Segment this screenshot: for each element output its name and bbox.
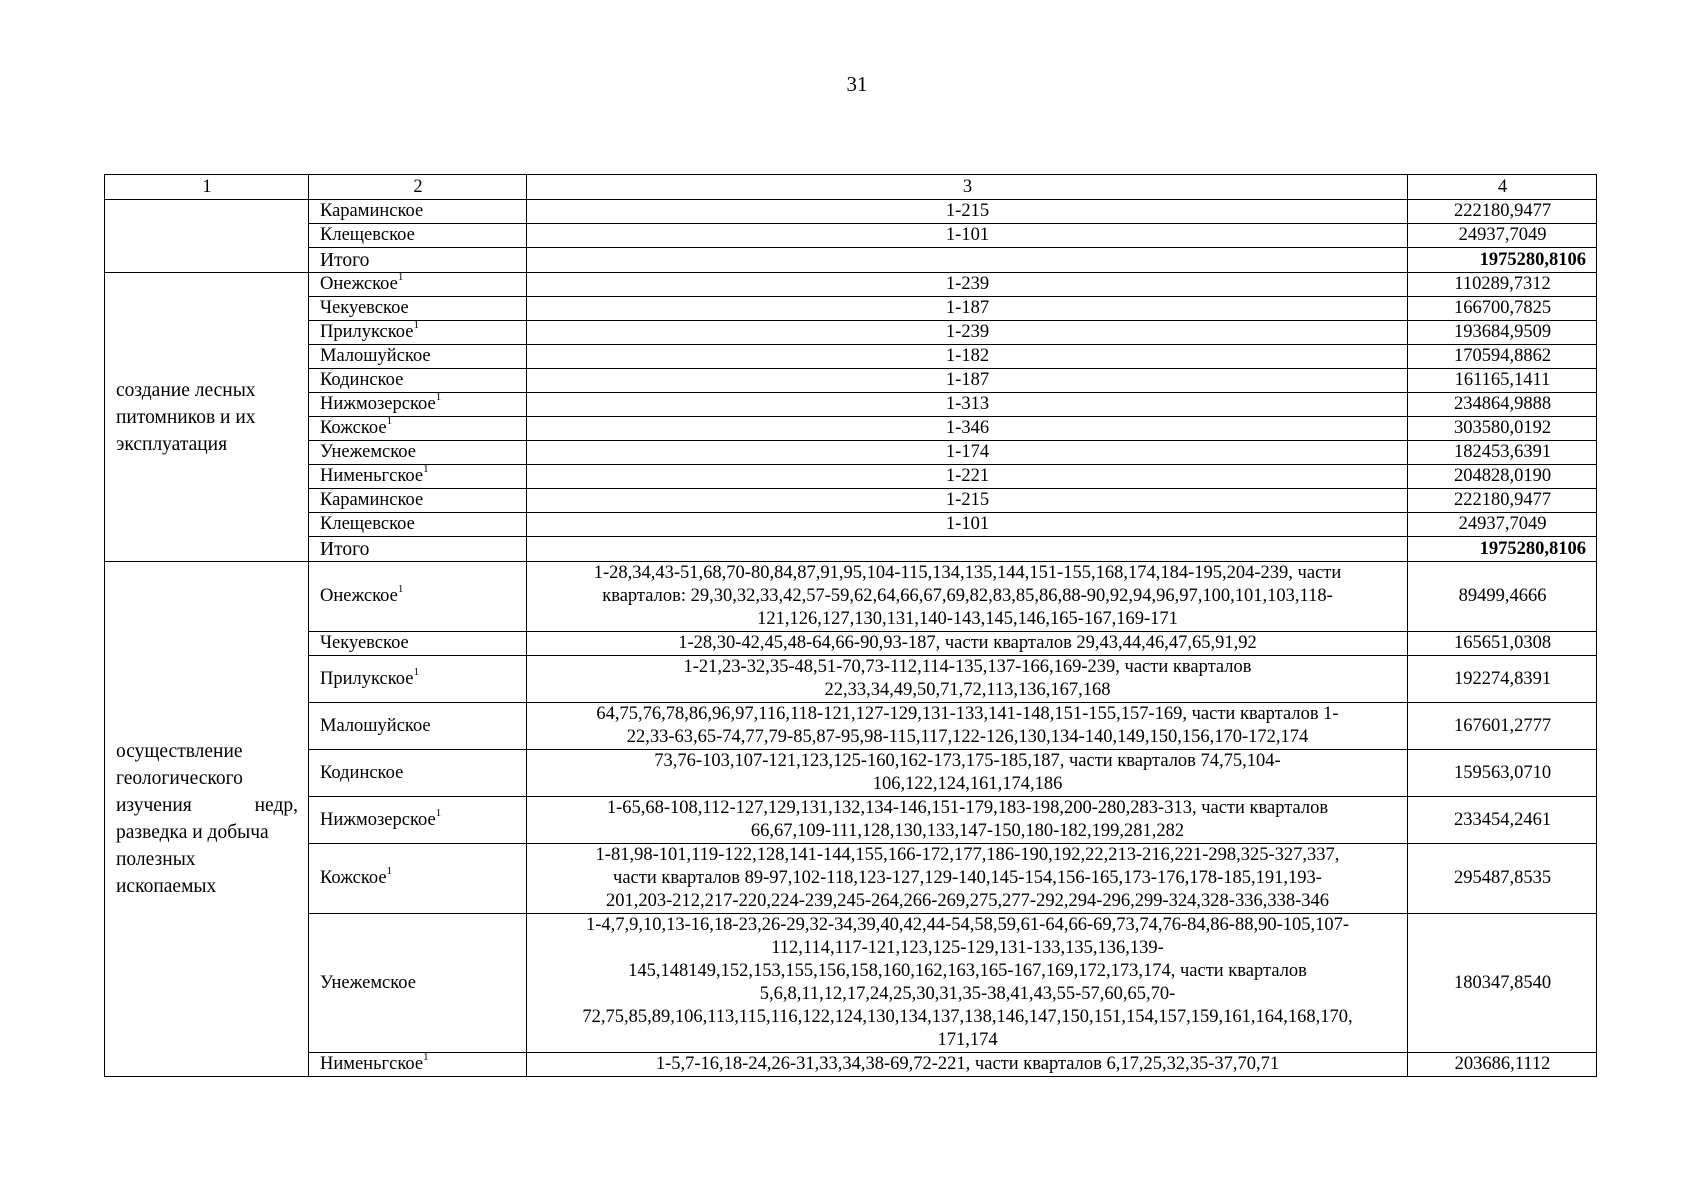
area-cell: 24937,7049: [1408, 224, 1597, 248]
area-cell: 159563,0710: [1408, 750, 1597, 797]
forestry-name-cell: [309, 200, 527, 224]
forestry-name-cell: [309, 489, 527, 513]
quarters-line: 1-4,7,9,10,13-16,18-23,26-29,32-34,39,40,42,44-54,58,59,61-64,66-69,73,74,76-84,86-88,90-105,107-: [585, 915, 1350, 935]
forestry-name-cell: [309, 1053, 527, 1077]
forestry-name: Нижмозерское: [320, 394, 436, 414]
table-row: [105, 345, 1597, 369]
area-cell: 180347,8540: [1408, 914, 1597, 1053]
quarters-cell: 1-101: [527, 513, 1408, 537]
quarters-line: 66,67,109-111,128,130,133,147-150,180-182,199,281,282: [750, 821, 1185, 841]
quarters-cell: 1-313: [527, 393, 1408, 417]
quarters-cell: 1-239: [527, 321, 1408, 345]
quarters-cell: 1-174: [527, 441, 1408, 465]
quarters-cell: [527, 844, 1408, 914]
table-row: [105, 393, 1597, 417]
footnote-marker: 1: [423, 1051, 429, 1063]
quarters-cell: 1-221: [527, 465, 1408, 489]
forestry-name: Караминское: [320, 490, 424, 510]
area-cell: 24937,7049: [1408, 513, 1597, 537]
area-cell: 233454,2461: [1408, 797, 1597, 844]
quarters-line: 112,114,117-121,123,125-129,131-133,135,136,139-: [771, 938, 1164, 958]
forestry-name: Клещевское: [320, 225, 415, 245]
forestry-name: Кожское: [320, 418, 387, 438]
quarters-line: 1-28,34,43-51,68,70-80,84,87,91,95,104-115,134,135,144,151-155,168,174,184-195,204-239, части: [593, 563, 1342, 583]
forestry-name-cell: [309, 844, 527, 914]
quarters-cell: 1-215: [527, 489, 1408, 513]
table-row: [105, 465, 1597, 489]
table-row: [105, 562, 1597, 632]
activity-type-line: геологического: [116, 768, 243, 789]
area-cell: 234864,9888: [1408, 393, 1597, 417]
area-cell: 166700,7825: [1408, 297, 1597, 321]
table-row: [105, 297, 1597, 321]
table-row: [105, 489, 1597, 513]
quarters-line: 106,122,124,161,174,186: [872, 774, 1063, 794]
quarters-cell: [527, 703, 1408, 750]
page-number: 31: [846, 72, 868, 96]
forestry-name-cell: [309, 465, 527, 489]
forestry-name-cell: [309, 417, 527, 441]
forestry-name-cell: [309, 345, 527, 369]
quarters-line: 22,33-63,65-74,77,79-85,87-95,98-115,117,122-126,130,134-140,149,150,156,170-172,174: [626, 727, 1309, 747]
table-row: [105, 513, 1597, 537]
footnote-marker: 1: [413, 665, 419, 678]
footnote-marker: 1: [386, 415, 393, 427]
quarters-cell: [527, 1053, 1408, 1077]
table-row: [105, 441, 1597, 465]
quarters-line: 5,6,8,11,12,17,24,25,30,31,35-38,41,43,55-57,60,65,70-: [759, 984, 1176, 1004]
total-label: Итого: [309, 537, 527, 562]
forestry-name-cell: [309, 797, 527, 844]
quarters-line: 1-21,23-32,35-48,51-70,73-112,114-135,137-166,169-239, части кварталов: [683, 657, 1252, 677]
quarters-cell: [527, 750, 1408, 797]
activity-type-line: ископаемых: [116, 876, 217, 897]
quarters-line: 171,174: [937, 1030, 998, 1050]
total-row: [105, 248, 1597, 273]
forestry-name: Чекуевское: [320, 298, 409, 318]
forestry-name: Кодинское: [320, 370, 404, 390]
table-row: [105, 224, 1597, 248]
table-row: [105, 632, 1597, 656]
forestry-name: Нижмозерское: [320, 809, 436, 830]
total-area: 1975280,8106: [1408, 537, 1597, 562]
area-cell: 193684,9509: [1408, 321, 1597, 345]
forestry-name-cell: [309, 513, 527, 537]
table-row: [105, 844, 1597, 914]
quarters-line: 72,75,85,89,106,113,115,116,122,124,130,134,137,138,146,147,150,151,154,157,159,161,164,168,170,: [582, 1007, 1353, 1027]
area-cell: 182453,6391: [1408, 441, 1597, 465]
quarters-cell: 1-239: [527, 273, 1408, 297]
area-cell: 295487,8535: [1408, 844, 1597, 914]
forestry-name: Кодинское: [320, 762, 404, 783]
area-cell: 303580,0192: [1408, 417, 1597, 441]
header-col-4: 4: [1408, 175, 1597, 200]
forestry-name: Унежемское: [320, 972, 416, 993]
table-row: [105, 273, 1597, 297]
quarters-line: 1-28,30-42,45,48-64,66-90,93-187, части кварталов 29,43,44,46,47,65,91,92: [678, 633, 1257, 653]
total-quarters: [527, 248, 1408, 273]
footnote-marker: 1: [435, 391, 442, 403]
forestry-name: Кожское: [320, 868, 387, 888]
activity-type-line: питомников и их: [116, 406, 256, 428]
forestry-name-cell: [309, 562, 527, 632]
forestry-name-cell: [309, 321, 527, 345]
quarters-cell: [527, 797, 1408, 844]
forestry-name-cell: [309, 750, 527, 797]
quarters-line: 121,126,127,130,131,140-143,145,146,165-167,169-171: [757, 609, 1178, 629]
table-row: [105, 914, 1597, 1053]
forestry-name-cell: [309, 914, 527, 1053]
area-cell: 110289,7312: [1408, 273, 1597, 297]
table-row: [105, 750, 1597, 797]
area-cell: 165651,0308: [1408, 632, 1597, 656]
forestry-name: Нименьгское: [320, 1054, 424, 1074]
footnote-marker: 1: [397, 583, 404, 595]
header-col-1: 1: [105, 175, 309, 200]
forestry-name: Нименьгское: [320, 466, 424, 486]
quarters-cell: [527, 562, 1408, 632]
area-cell: 161165,1411: [1408, 369, 1597, 393]
total-area: 1975280,8106: [1408, 248, 1597, 273]
forestry-name-cell: [309, 441, 527, 465]
forest-districts-table: [104, 174, 1597, 1077]
area-cell: 89499,4666: [1408, 562, 1597, 632]
forestry-name: Малошуйское: [320, 715, 431, 736]
total-row: [105, 537, 1597, 562]
quarters-line: 1-81,98-101,119-122,128,141-144,155,166-172,177,186-190,192,22,213-216,221-298,325-327,337,: [595, 845, 1340, 865]
activity-type-line: эксплуатация: [116, 433, 228, 455]
quarters-line: 22,33,34,49,50,71,72,113,136,167,168: [824, 680, 1111, 700]
quarters-line: части кварталов 89-97,102-118,123-127,129-140,145-154,156-165,173-176,178-185,191,193-: [613, 868, 1322, 888]
activity-type-cell: [105, 562, 309, 1077]
header-col-2: 2: [309, 175, 527, 200]
activity-type-line: разведка и добыча: [116, 822, 269, 843]
forestry-name-cell: [309, 273, 527, 297]
quarters-cell: 1-101: [527, 224, 1408, 248]
quarters-line: 64,75,76,78,86,96,97,116,118-121,127-129,131-133,141-148,151-155,157-169, части кварталов 1-: [596, 704, 1339, 724]
activity-type-line: изучения недр,: [116, 795, 298, 816]
table-row: [105, 369, 1597, 393]
total-label: Итого: [309, 248, 527, 273]
forestry-name-cell: [309, 224, 527, 248]
table-body: [105, 175, 1597, 1077]
quarters-line: 1-65,68-108,112-127,129,131,132,134-146,151-179,183-198,200-280,283-313, части кварталов: [606, 798, 1329, 818]
table-row: [105, 797, 1597, 844]
footnote-marker: 1: [413, 319, 419, 331]
activity-type-line: осуществление: [116, 741, 243, 762]
activity-type-line: создание лесных: [116, 379, 256, 401]
forestry-name-cell: [309, 656, 527, 703]
table-row: [105, 200, 1597, 224]
activity-type-cell: [105, 200, 309, 273]
footnote-marker: 1: [435, 806, 442, 819]
forestry-name-cell: [309, 393, 527, 417]
forestry-name: Караминское: [320, 201, 424, 221]
quarters-cell: 1-187: [527, 297, 1408, 321]
table-row: [105, 1053, 1597, 1077]
area-cell: 222180,9477: [1408, 200, 1597, 224]
footnote-marker: 1: [397, 271, 404, 283]
activity-type-line: полезных: [116, 849, 196, 870]
footnote-marker: 1: [386, 865, 393, 877]
forestry-name: Чекуевское: [320, 633, 409, 653]
quarters-line: 201,203-212,217-220,224-239,245-264,266-269,275,277-292,294-296,299-324,328-336,338-346: [606, 891, 1329, 911]
forestry-name: Онежское: [320, 274, 398, 294]
table-row: [105, 321, 1597, 345]
area-cell: 203686,1112: [1408, 1053, 1597, 1077]
table-row: [105, 656, 1597, 703]
forestry-name: Малошуйское: [320, 346, 431, 366]
area-cell: 192274,8391: [1408, 656, 1597, 703]
forestry-name: Онежское: [320, 586, 398, 606]
quarters-cell: 1-346: [527, 417, 1408, 441]
footnote-marker: 1: [423, 463, 429, 475]
quarters-cell: 1-182: [527, 345, 1408, 369]
forestry-name: Унежемское: [320, 442, 416, 462]
forestry-name: Прилукское: [320, 668, 414, 689]
quarters-line: 73,76-103,107-121,123,125-160,162-173,175-185,187, части кварталов 74,75,104-: [654, 751, 1281, 771]
table-header-row: [105, 175, 1597, 200]
forestry-name: Прилукское: [320, 322, 414, 342]
activity-type-cell: [105, 273, 309, 562]
header-col-3: 3: [527, 175, 1408, 200]
forestry-name-cell: [309, 632, 527, 656]
quarters-line: 1-5,7-16,18-24,26-31,33,34,38-69,72-221, части кварталов 6,17,25,32,35-37,70,71: [655, 1054, 1280, 1074]
table-row: [105, 703, 1597, 750]
area-cell: 204828,0190: [1408, 465, 1597, 489]
forestry-name-cell: [309, 369, 527, 393]
forestry-name: Клещевское: [320, 514, 415, 534]
area-cell: 167601,2777: [1408, 703, 1597, 750]
quarters-cell: 1-215: [527, 200, 1408, 224]
quarters-cell: 1-187: [527, 369, 1408, 393]
quarters-cell: [527, 656, 1408, 703]
quarters-line: 145,148149,152,153,155,156,158,160,162,163,165-167,169,172,173,174, части кварталов: [628, 961, 1307, 981]
total-quarters: [527, 537, 1408, 562]
area-cell: 170594,8862: [1408, 345, 1597, 369]
quarters-cell: [527, 632, 1408, 656]
forestry-name-cell: [309, 703, 527, 750]
quarters-line: кварталов: 29,30,32,33,42,57-59,62,64,66,67,69,82,83,85,86,88-90,92,94,96,97,100,101,103,118-: [602, 586, 1333, 606]
quarters-cell: [527, 914, 1408, 1053]
table-row: [105, 417, 1597, 441]
area-cell: 222180,9477: [1408, 489, 1597, 513]
forestry-name-cell: [309, 297, 527, 321]
